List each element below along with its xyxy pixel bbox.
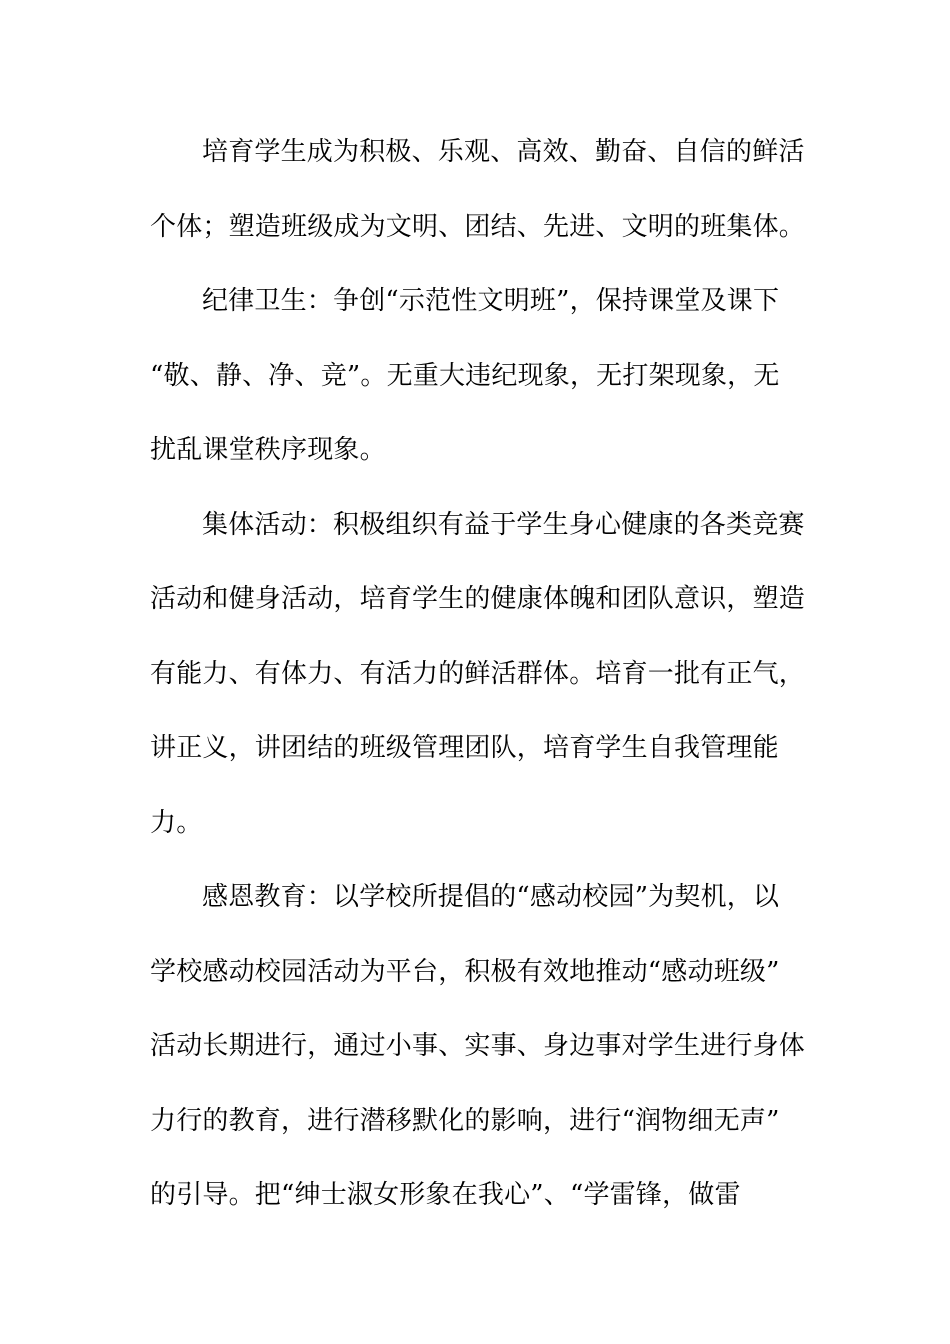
paragraph-line: 的引导。把“绅士淑女形象在我心”、“学雷锋，做雷 — [150, 1180, 741, 1210]
paragraph-line: 学校感动校园活动为平台，积极有效地推动“感动班级” — [150, 956, 780, 987]
paragraph-line: 扰乱课堂秩序现象。 — [150, 435, 386, 465]
paragraph-line: 集体活动：积极组织有益于学生身心健康的各类竞赛 — [202, 509, 805, 540]
paragraph-line: 力行的教育，进行潜移默化的影响，进行“润物细无声” — [150, 1105, 780, 1136]
paragraph-line: 活动和健身活动，培育学生的健康体魄和团队意识，塑造 — [150, 584, 806, 614]
paragraph-line: 培育学生成为积极、乐观、高效、勤奋、自信的鲜活 — [202, 137, 805, 167]
document-body — [150, 115, 806, 1233]
paragraph-line: 感恩教育：以学校所提倡的“感动校园”为契机，以 — [202, 882, 780, 912]
paragraph-line: 有能力、有体力、有活力的鲜活群体。培育一批有正气， — [150, 658, 806, 689]
paragraph-line: 活动长期进行，通过小事、实事、身边事对学生进行身体 — [150, 1031, 806, 1061]
paragraph-line: “敬、静、净、竞”。无重大违纪现象，无打架现象，无 — [150, 360, 780, 391]
paragraph-line: 讲正义，讲团结的班级管理团队，培育学生自我管理能 — [150, 733, 779, 763]
paragraph-line: 力。 — [150, 807, 203, 838]
paragraph-line: 纪律卫生：争创“示范性文明班”，保持课堂及课下 — [202, 286, 780, 316]
paragraph-line: 个体；塑造班级成为文明、团结、先进、文明的班集体。 — [150, 211, 806, 242]
